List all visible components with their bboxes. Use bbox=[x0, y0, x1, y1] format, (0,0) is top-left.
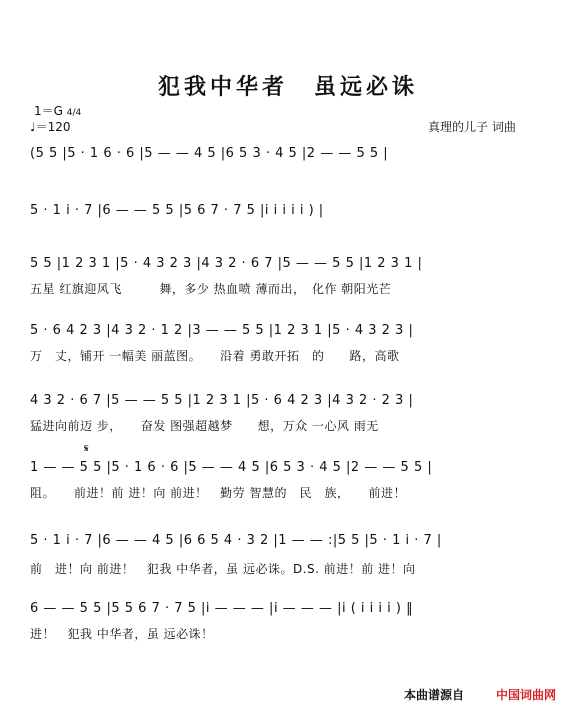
site-name[interactable]: 中国词曲网 bbox=[496, 688, 557, 702]
music-line-2: 5 · 1 i · 7 |6 — — 5 5 |5 6 7 · 7 5 |i i i i i ) | bbox=[30, 203, 324, 218]
tempo-marking: ♩＝120 bbox=[30, 120, 71, 134]
key-label: 1＝G bbox=[34, 104, 63, 118]
time-signature: 4/4 bbox=[66, 108, 82, 118]
lyric-line-7: 前 进！向 前进！ 犯我 中华者，虽 远必诛。D.S. 前进！前 进！向 bbox=[30, 562, 416, 576]
music-line-7: 5 · 1 i · 7 |6 — — 4 5 |6 6 5 4 · 3 2 |1 — — :|5 5 |5 · 1 i · 7 | bbox=[30, 533, 442, 548]
music-line-3: 5 5 |1 2 3 1 |5 · 4 3 2 3 |4 3 2 · 6 7 |5 — — 5 5 |1 2 3 1 | bbox=[30, 256, 423, 271]
music-line-4: 5 · 6 4 2 3 |4 3 2 · 1 2 |3 — — 5 5 |1 2 3 1 |5 · 4 3 2 3 | bbox=[30, 323, 414, 338]
lyric-line-5: 猛进向前迈 步， 奋发 图强超越梦 想，万众 一心风 雨无 bbox=[30, 419, 379, 433]
music-line-6: 1 — — 5 5 |5 · 1 6 · 6 |5 — — 4 5 |6 5 3 · 4 5 |2 — — 5 5 | bbox=[30, 460, 433, 475]
lyric-line-3: 五星 红旗迎风飞 舞，多少 热血喷 薄而出， 化作 朝阳光芒 bbox=[30, 282, 392, 296]
key-signature bbox=[34, 102, 81, 119]
lyric-line-4: 万 丈，铺开 一幅美 丽蓝图。 沿着 勇敢开拓 的 路，高歌 bbox=[30, 349, 400, 363]
music-line-8: 6 — — 5 5 |5 5 6 7 · 7 5 |i — — — |i — — — |i ( i i i i ) ‖ bbox=[30, 601, 414, 616]
music-line-5: 4 3 2 · 6 7 |5 — — 5 5 |1 2 3 1 |5 · 6 4 2 3 |4 3 2 · 2 3 | bbox=[30, 393, 414, 408]
lyric-line-6: 阻。 前进！前 进！向 前进！ 勤劳 智慧的 民 族， 前进！ bbox=[30, 486, 406, 500]
segno-sign: 𝄋 bbox=[84, 442, 89, 455]
lyric-line-8: 进！ 犯我 中华者，虽 远必诛！ bbox=[30, 627, 214, 641]
music-line-1: (5 5 |5 · 1 6 · 6 |5 — — 4 5 |6 5 3 · 4 5 |2 — — 5 5 | bbox=[30, 146, 389, 161]
source-label: 本曲谱源自 bbox=[404, 688, 465, 702]
credit-line: 真理的儿子 词曲 bbox=[428, 120, 516, 134]
song-title: 犯我中华者 虽远必诛 bbox=[157, 75, 418, 100]
